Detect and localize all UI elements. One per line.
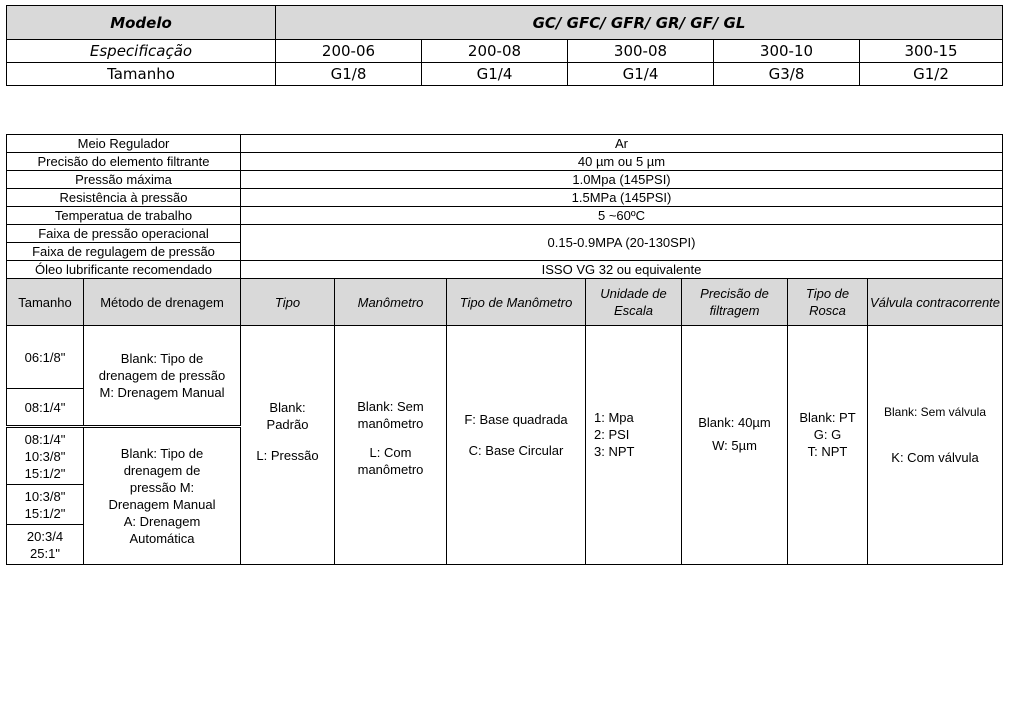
oil-label: Óleo lubrificante recomendado (7, 261, 241, 279)
oil-value: ISSO VG 32 ou equivalente (241, 261, 1003, 279)
size-cell: G3/8 (714, 63, 860, 86)
size-cell: G1/4 (568, 63, 714, 86)
rosca-cell (788, 326, 868, 565)
drain-method-cell: Blank: Tipo de drenagem de pressão M: Drenagem Manual A: Drenagem Automática (84, 427, 241, 565)
spec-row-label: Temperatua de trabalho (7, 207, 241, 225)
drain-method-cell: Blank: Tipo de drenagem de pressão M: Drenagem Manual (84, 326, 241, 427)
precisao-option: Blank: 40µm (698, 415, 771, 430)
spec-row-label: Pressão máxima (7, 171, 241, 189)
size-value: 15:1/2" (24, 505, 66, 521)
size-cell: 08:1/4" (7, 389, 84, 427)
size-cell: G1/2 (860, 63, 1003, 86)
manometro-option: L: Com manômetro (357, 445, 424, 477)
size-value: 10:3/8" (24, 488, 66, 504)
tipo-manometro-option: F: Base quadrada (464, 412, 568, 427)
precisao-option: W: 5µm (712, 438, 757, 453)
spec-row-value: Ar (241, 135, 1003, 153)
size-cell: 06:1/8" (7, 326, 84, 389)
valvula-option: Blank: Sem válvula (883, 405, 987, 419)
size-value: 25:1" (30, 545, 60, 561)
header-unidade: Unidade de Escala (586, 279, 682, 326)
specs-options-table (6, 134, 1003, 565)
header-precisao: Precisão de filtragem (682, 279, 788, 326)
pressure-range-label: Faixa de pressão operacional (7, 225, 241, 243)
unidade-cell (586, 326, 682, 565)
size-value: 10:3/8" (24, 448, 66, 464)
header-manometro: Manômetro (335, 279, 447, 326)
spec-row-value: 1.5MPa (145PSI) (241, 189, 1003, 207)
tipo-manometro-option: C: Base Circular (468, 443, 564, 458)
header-tipo: Tipo (241, 279, 335, 326)
size-cell (7, 525, 84, 565)
size-cell (7, 485, 84, 525)
manometro-cell (335, 326, 447, 565)
unidade-option: 2: PSI (594, 426, 630, 442)
size-cell (7, 427, 84, 485)
spec-row-label: Precisão do elemento filtrante (7, 153, 241, 171)
spec-row-value: 40 µm ou 5 µm (241, 153, 1003, 171)
tipo-manometro-cell (447, 326, 586, 565)
unidade-option: 1: Mpa (594, 409, 634, 425)
size-cell: G1/4 (422, 63, 568, 86)
size-value: 08:1/4" (24, 431, 66, 447)
header-tipo-manometro: Tipo de Manômetro (447, 279, 586, 326)
spec-cell: 200-06 (276, 40, 422, 63)
precisao-cell (682, 326, 788, 565)
tipo-option: L: Pressão (256, 447, 319, 463)
rosca-option: T: NPT (807, 443, 848, 459)
pressure-value: 0.15-0.9MPA (20-130SPI) (241, 225, 1003, 261)
rosca-option: Blank: PT (799, 409, 856, 425)
size-cell: G1/8 (276, 63, 422, 86)
tipo-cell (241, 326, 335, 565)
manometro-option: Blank: Sem manômetro (357, 399, 424, 431)
rosca-option: G: G (813, 426, 842, 442)
spec-row-value: 5 ~60ºC (241, 207, 1003, 225)
spec-cell: 200-08 (422, 40, 568, 63)
spec-cell: 300-08 (568, 40, 714, 63)
spec-row-value: 1.0Mpa (145PSI) (241, 171, 1003, 189)
size-value: 20:3/4 (26, 528, 64, 544)
spec-row-label: Resistência à pressão (7, 189, 241, 207)
tipo-option: Blank: Padrão (266, 399, 309, 432)
spec-cell: 300-10 (714, 40, 860, 63)
valvula-cell (868, 326, 1003, 565)
header-drenagem: Método de drenagem (84, 279, 241, 326)
pressure-adjust-label: Faixa de regulagem de pressão (7, 243, 241, 261)
unidade-option: 3: NPT (594, 443, 635, 459)
header-rosca: Tipo de Rosca (788, 279, 868, 326)
header-valvula: Válvula contracorrente (868, 279, 1003, 326)
model-table (6, 5, 1003, 86)
spec-cell: 300-15 (860, 40, 1003, 63)
model-label: Modelo (7, 6, 276, 40)
spec-row-label: Meio Regulador (7, 135, 241, 153)
spec-label: Especificação (7, 40, 276, 63)
valvula-option: K: Com válvula (891, 450, 979, 465)
model-value: GC/ GFC/ GFR/ GR/ GF/ GL (276, 6, 1003, 40)
size-value: 15:1/2" (24, 465, 66, 481)
header-tamanho: Tamanho (7, 279, 84, 326)
size-label: Tamanho (7, 63, 276, 86)
